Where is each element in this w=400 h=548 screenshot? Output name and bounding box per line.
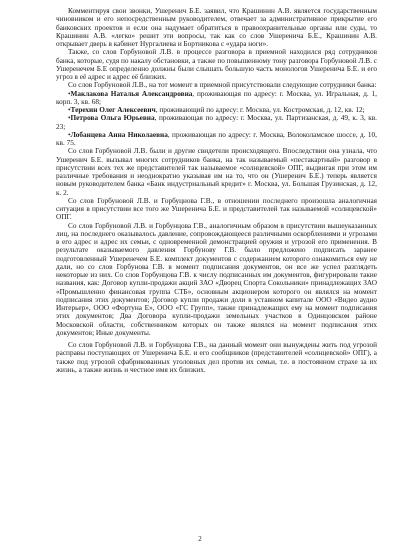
employee-address: , проживающая по адресу: г. Москва, ул. Игральная, д. 1, корп. 3, кв. 68; bbox=[56, 89, 377, 106]
paragraph-intro-1: Комментируя свои звонки, Ушеренич Б.Е. заявил, что Крашинин А.В. является государственным чиновником и его непосредственным руководителем, отвечает за административное прикрытие его банковских проектов и если она надумает обратиться в правоохранительные органы или суды, то Крашинин А.В. «легко» решит эти вопросы, так как со слов Ушеренича Б.Е., Крашинин А.В. открывает дверь в кабинет Нургалиева и Бортникова с «удара ноги». bbox=[56, 7, 377, 48]
paragraph-witnesses: Со слов Горбуновой Л.В. были и другие свидетели происходящего. Впоследствии она узнала, что Ушеренич Б.Е. вызывал многих сотрудников банка, на так называемый «пестакартный» разговор в присутствии всех тех же представителей так называемое «солнцевской» ОПГ, выдвигая при этом им различные требования и неоднократно указывая им на то, что он (Ушеренич Б.Е.) теперь является новым руководителем банка «Банк индустриальный кредит» г. Москва, ул. Большая Грузинская, д. 12, к. 2. bbox=[56, 147, 377, 197]
employee-address: , проживающая по адресу: г. Москва, ул. Партизанская, д. 49, к. 3, кв. 23; bbox=[56, 114, 377, 131]
employee-name: Лобанцева Анна Николаевна bbox=[70, 130, 168, 139]
employee-address: , проживающая по адресу: г. Москва, Волоколамское шоссе, д. 10, кв. 75. bbox=[56, 130, 377, 147]
paragraph-documents-signed: Со слов Горбуновой Л.В. и Горбунцова Г.В., аналогичным образом в присутствии вышеуказанных лиц, на последнего оказывалось давление, сопровождающееся различными оскорблениями и угрозами в его адрес и адрес их семьи, с одновременной демонстрацией оружия и угрозой его применения. В результате оказываемого давления Горбунову Г.В. было предложено подписать заранее подготовленный Ушеренечем Б.Е. комплект документов с содержанием которого ознакомиться ему не дали, но со слов Горбунова Г.В. в момент подписания документов, он все же успел разглядеть некоторые из них. Со слов Горбунцова Г.В. к числу подписанных им документов, фигурировали такие названия, как: Договор купли-продажи акций ЗАО «Дворец Спорта Сокольники» принадлежащих ЗАО «Промышленно финансовая группа СТБ», основным акционером которого он являлся на момент подписания этих документов; Договор купли продажи доли в уставном капитале ООО «Видео аудио Интерьер», ООО «Фортуна Е», ООО «ГС Групп», также принадлежащих ему на момент подписания этих документов; Два Договора купли-продажи земельных участков в Одинцовском районе Московской области, собственником которых он также являлся на момент подписания этих документов; Иные документы. bbox=[56, 221, 377, 337]
paragraph-similar-situation: Со слов Горбуновой Л.В. и Горбуцнова Г.В., в отношении последнего произошла аналогичная ситуация в присутствии все того же Ушеренича Б.Е. и представителей так называемой «солнцевской» ОПГ. bbox=[56, 196, 377, 222]
employee-name: Петрова Ольга Юрьевна bbox=[70, 114, 155, 123]
paragraph-intro-2: Также, со слов Горбуновой Л.В. в процессе разговора в приемной находился ряд сотрудников банка, которые, судя по накалу обстановки, а также по повышенному тону разговора Горбуновой Л.В. с Ушеренечем Б.Е определенно должны были слышать большую часть монологов Ушеренича Б.Е. и его угроз в её адрес и адрес её близких. bbox=[56, 48, 377, 81]
employee-list-item: •Маклакова Наталья Александровна, проживающая по адресу: г. Москва, ул. Игральная, д. 1, корп. 3, кв. 68; bbox=[56, 89, 377, 106]
employee-address: , проживающий по адресу: г. Москва, ул. Костромская, д. 12, кв. 12; bbox=[155, 106, 365, 114]
paragraph-intro-3: Со слов Горбуновой Л.В., на тот момент в приемной присутствовали следующие сотрудники банка: bbox=[68, 81, 377, 90]
employee-name: Маклакова Наталья Александровна bbox=[70, 89, 193, 98]
employee-list-item: •Петрова Ольга Юрьевна, проживающая по адресу: г. Москва, ул. Партизанская, д. 49, к. 3, кв. 23; bbox=[56, 114, 377, 131]
paragraph-threats: Со слов Горбуновой Л.В. и Горбунцова Г.В., на данный момент они вынуждены жить под угрозой расправы поступающих от Ушеренича Б.Е. и его сообщников (представителей «солнцевской» ОПГ), а также под угрозой сфабрикованных уголовных дел против их семьи, т.е. в постоянном страхе за их жизнь, а также жизнь и честное имя их близких. bbox=[56, 341, 377, 374]
employee-list-item: •Терехин Олег Алексеевич, проживающий по адресу: г. Москва, ул. Костромская, д. 12, кв. 12; bbox=[68, 106, 365, 114]
employee-list-item: •Лобанцева Анна Николаевна, проживающая по адресу: г. Москва, Волоколамское шоссе, д. 10, кв. 75. bbox=[56, 130, 377, 147]
page-number: 2 bbox=[198, 535, 202, 543]
employee-name: Терехин Олег Алексеевич bbox=[70, 106, 156, 114]
